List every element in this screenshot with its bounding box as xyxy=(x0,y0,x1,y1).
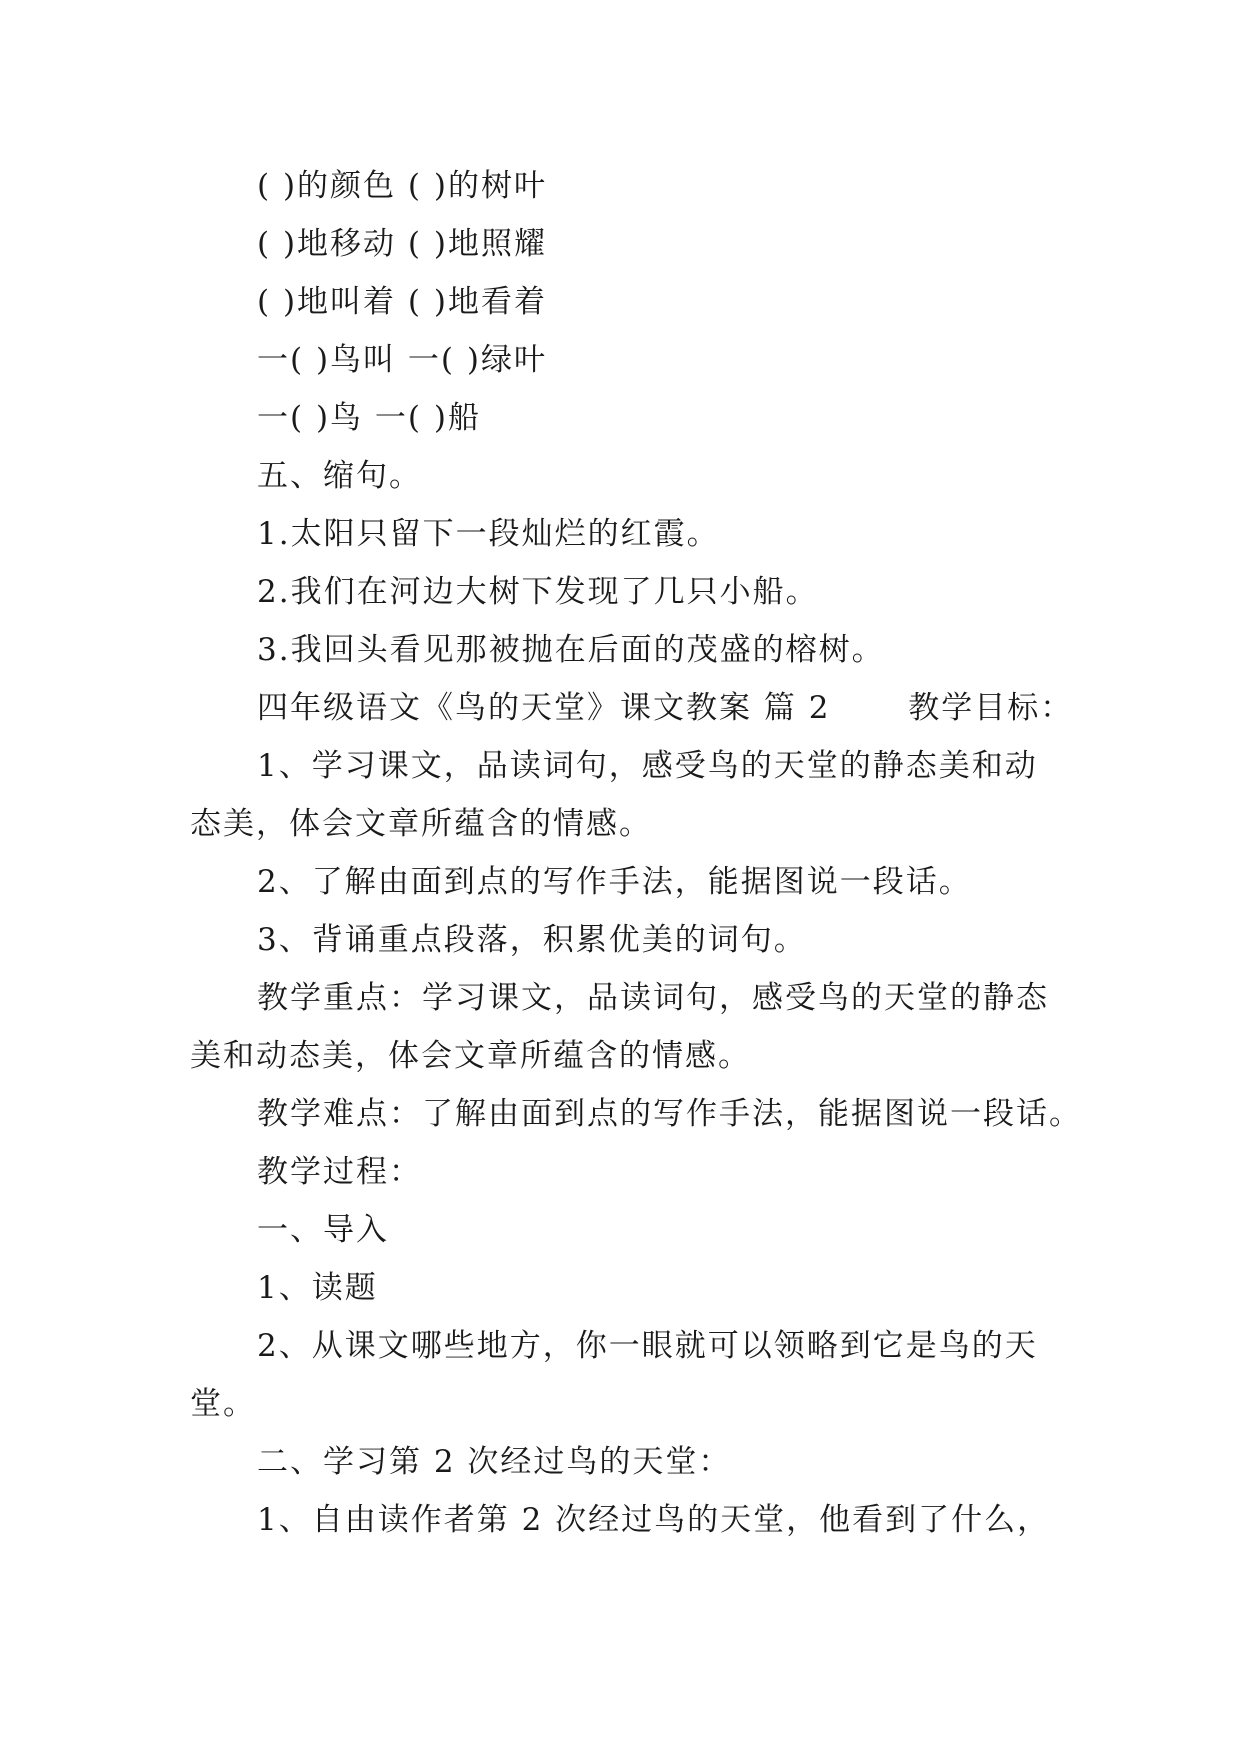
text-line: 1、自由读作者第 2 次经过鸟的天堂，他看到了什么， xyxy=(257,1502,1051,1538)
section-heading: 五、缩句。 xyxy=(257,458,422,494)
text-line: 一( )鸟 一( )船 xyxy=(257,400,481,436)
section-heading: 四年级语文《鸟的天堂》课文教案 篇 2 教学目标： xyxy=(257,690,1074,726)
text-line: 3.我回头看见那被抛在后面的茂盛的榕树。 xyxy=(257,632,885,668)
text-line: 堂。 xyxy=(190,1386,256,1422)
text-line: 1、读题 xyxy=(257,1270,378,1306)
section-heading: 教学过程： xyxy=(257,1154,422,1190)
text-line: 美和动态美，体会文章所蕴含的情感。 xyxy=(190,1038,751,1074)
text-line: 2、从课文哪些地方，你一眼就可以领略到它是鸟的天 xyxy=(257,1328,1038,1364)
text-line: 2.我们在河边大树下发现了几只小船。 xyxy=(257,574,819,610)
text-line: 2、了解由面到点的写作手法，能据图说一段话。 xyxy=(257,864,972,900)
text-line: 1、学习课文，品读词句，感受鸟的天堂的静态美和动 xyxy=(257,748,1038,784)
section-heading: 一、导入 xyxy=(257,1212,389,1248)
text-line: 1.太阳只留下一段灿烂的红霞。 xyxy=(257,516,720,552)
text-line: ( )的颜色 ( )的树叶 xyxy=(257,168,547,204)
text-line: 3、背诵重点段落，积累优美的词句。 xyxy=(257,922,807,958)
text-line: 一( )鸟叫 一( )绿叶 xyxy=(257,342,547,378)
text-line: ( )地移动 ( )地照耀 xyxy=(257,226,547,262)
section-heading: 二、学习第 2 次经过鸟的天堂： xyxy=(257,1444,732,1480)
text-line: 教学难点：了解由面到点的写作手法，能据图说一段话。 xyxy=(257,1096,1082,1132)
text-line: 教学重点：学习课文，品读词句，感受鸟的天堂的静态 xyxy=(257,980,1049,1016)
text-line: ( )地叫着 ( )地看着 xyxy=(257,284,547,320)
text-line: 态美，体会文章所蕴含的情感。 xyxy=(190,806,652,842)
